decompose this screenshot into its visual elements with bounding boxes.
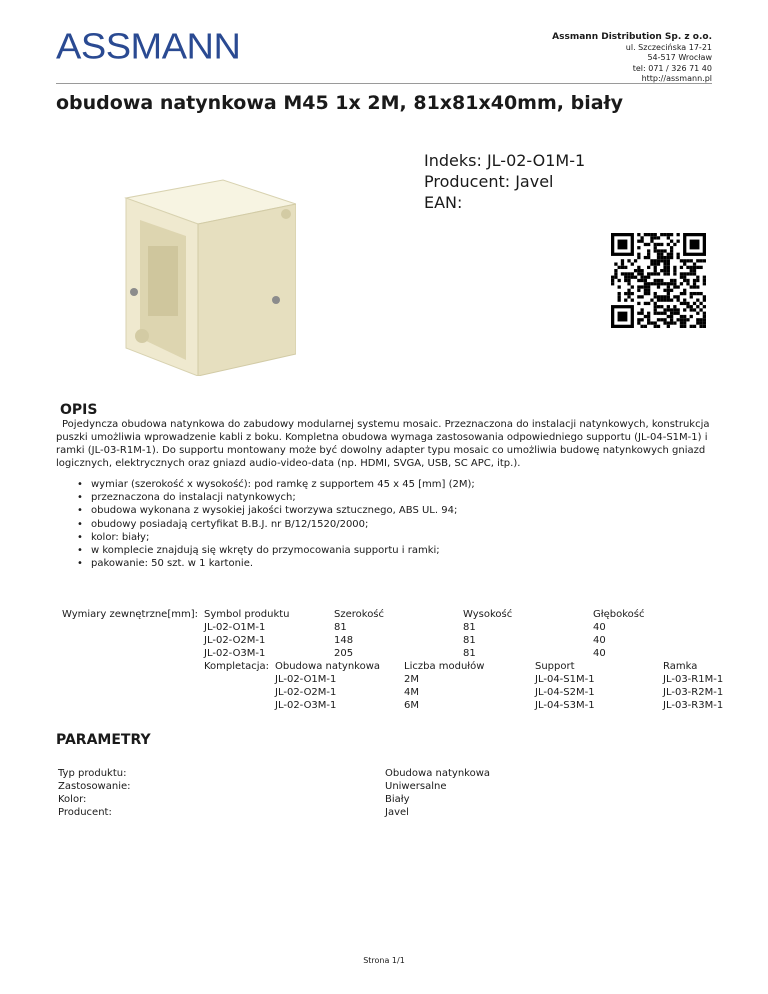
description-text: Pojedyncza obudowa natynkowa do zabudowy modularnej systemu mosaic. Przeznaczona do instalacji natynkowych, konstrukcja puszki umożliwia wprowadzenie kabli z boku. Kompletna obudowa wymaga zastosowania odpowiedniego supportu (JL-04-S1M-1) i ramki (JL-03-R1M-1). Do supportu montowany może być dowolny adapter typu mosaic co umożliwia budowę natynkowych gniazd logicznych, elektrycznych oraz gniazd audio-video-data (np. HDMI, SVGA, USB, SC APC, itp.).: [56, 419, 710, 469]
list-item: • pakowanie: 50 szt. w 1 kartonie.: [91, 557, 475, 570]
table-cell: JL-04-S2M-1: [535, 687, 595, 698]
table-cell: 81: [463, 648, 476, 659]
param-value: Obudowa natynkowa: [385, 768, 491, 779]
table-cell: JL-03-R1M-1: [663, 674, 724, 685]
dim-header-width: Szerokość: [334, 609, 385, 620]
product-meta: [424, 150, 585, 213]
table-cell: JL-03-R2M-1: [663, 687, 724, 698]
komp-header-modules: Liczba modułów: [404, 661, 485, 672]
komp-header-frame: Ramka: [663, 661, 698, 672]
assmann-logo: ASSMANN: [56, 27, 241, 67]
list-item: • obudowa wykonana z wysokiej jakości tworzywa sztucznego, ABS UL. 94;: [91, 504, 475, 517]
table-cell: JL-04-S3M-1: [535, 700, 595, 711]
dim-header-symbol: Symbol produktu: [204, 609, 290, 620]
param-label: Producent:: [58, 807, 112, 818]
dimensions-label: Wymiary zewnętrzne[mm]:: [62, 609, 198, 620]
komp-header-housing: Obudowa natynkowa: [275, 661, 381, 672]
table-cell: 40: [593, 648, 606, 659]
table-cell: JL-02-O2M-1: [275, 687, 337, 698]
feature-list: [56, 478, 475, 570]
company-phone: tel: 071 / 326 71 40: [632, 63, 712, 73]
company-address-1: ul. Szczecińska 17-21: [625, 43, 712, 52]
param-label: Kolor:: [58, 794, 87, 805]
opis-heading: OPIS: [60, 402, 98, 418]
table-cell: 40: [593, 622, 606, 633]
company-website[interactable]: http://assmann.pl: [641, 74, 712, 84]
product-ean: EAN:: [424, 193, 463, 212]
param-value: Javel: [385, 807, 409, 818]
list-item: • w komplecie znajdują się wkręty do przymocowania supportu i ramki;: [91, 544, 475, 557]
company-info: [552, 31, 712, 85]
parametry-heading: PARAMETRY: [56, 732, 151, 748]
kompletacja-label: Kompletacja:: [204, 661, 270, 672]
product-producer: Producent: Javel: [424, 172, 554, 191]
param-label: Zastosowanie:: [58, 781, 131, 792]
table-cell: 4M: [404, 687, 419, 698]
table-cell: JL-02-O3M-1: [275, 700, 337, 711]
table-cell: 40: [593, 635, 606, 646]
dim-header-height: Wysokość: [463, 609, 513, 620]
table-cell: JL-02-O1M-1: [204, 622, 266, 633]
page-title: obudowa natynkowa M45 1x 2M, 81x81x40mm, biały: [56, 92, 623, 114]
table-cell: JL-02-O2M-1: [204, 635, 266, 646]
list-item: • wymiar (szerokość x wysokość): pod ramkę z supportem 45 x 45 [mm] (2M);: [91, 478, 475, 491]
param-value: Biały: [385, 794, 410, 805]
dim-header-depth: Głębokość: [593, 609, 645, 620]
list-item: • przeznaczona do instalacji natynkowych;: [91, 491, 475, 504]
table-cell: JL-02-O1M-1: [275, 674, 337, 685]
table-cell: 6M: [404, 700, 419, 711]
table-cell: 81: [463, 635, 476, 646]
table-cell: JL-03-R3M-1: [663, 700, 724, 711]
param-value: Uniwersalne: [385, 781, 447, 792]
page-number: Strona 1/1: [363, 956, 405, 965]
list-item: • obudowy posiadają certyfikat B.B.J. nr B/12/1520/2000;: [91, 518, 475, 531]
company-address-2: 54-517 Wrocław: [647, 53, 712, 63]
list-item: • kolor: biały;: [91, 531, 475, 544]
product-index: Indeks: JL-02-O1M-1: [424, 151, 586, 170]
header-divider: [56, 83, 712, 84]
company-name: Assmann Distribution Sp. z o.o.: [552, 32, 712, 42]
table-cell: 81: [463, 622, 476, 633]
table-cell: 2M: [404, 674, 419, 685]
qr-code[interactable]: [611, 233, 706, 328]
table-cell: 148: [334, 635, 354, 646]
table-cell: 81: [334, 622, 347, 633]
product-image: [118, 176, 296, 376]
table-cell: JL-04-S1M-1: [535, 674, 595, 685]
table-cell: 205: [334, 648, 354, 659]
komp-header-support: Support: [535, 661, 575, 672]
table-cell: JL-02-O3M-1: [204, 648, 266, 659]
param-label: Typ produktu:: [58, 768, 127, 779]
